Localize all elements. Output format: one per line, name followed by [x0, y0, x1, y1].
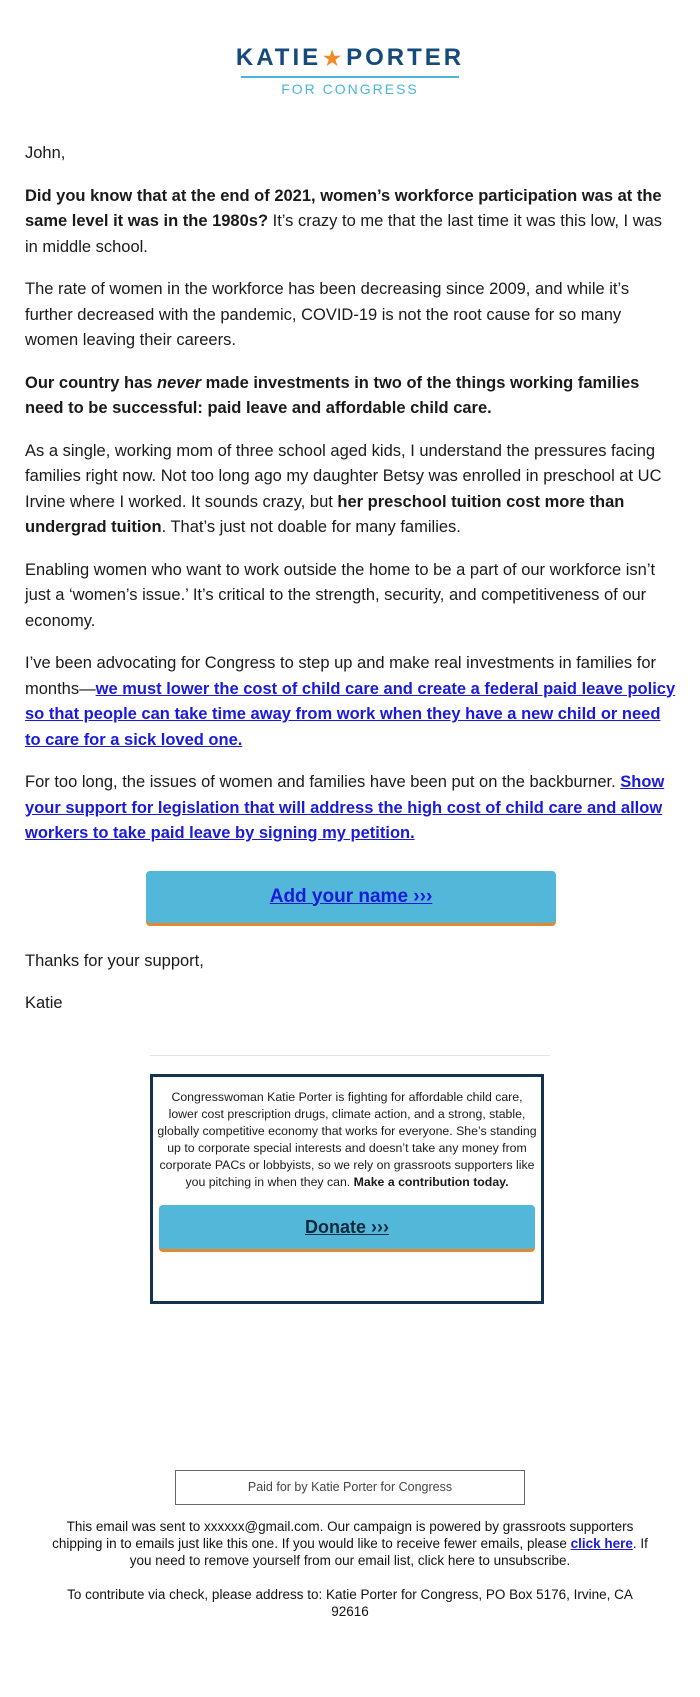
logo-subtitle: FOR CONGRESS: [281, 81, 419, 97]
donate-button[interactable]: Donate ›››: [159, 1205, 535, 1249]
donate-text: Congresswoman Katie Porter is fighting for affordable child care, lower cost prescription drugs, climate action, and a strong, stable, globally competitive economy that works for everyone. She’s standing up to corporate special interests and doesn’t take any money from corporate PACs or lobbyists, so we rely on grassroots supporters like you pitching in when they can. Make a contribution today.: [157, 1090, 537, 1189]
paid-for-disclaimer: Paid for by Katie Porter for Congress: [175, 1470, 525, 1505]
paragraph-2: The rate of women in the workforce has been decreasing since 2009, and while it’s further decreased with the pandemic, COVID-19 is not the root cause for so many women leaving their careers.: [25, 280, 630, 349]
logo-divider: [241, 76, 459, 78]
footer-notice: This email was sent to xxxxxx@gmail.com. Our campaign is powered by grassroots supporters chipping in to emails just like this one. If you would like to receive fewer emails, please click here. If you need to remove yourself from our email list, click here to unsubscribe.: [52, 1519, 648, 1568]
paragraph-7: For too long, the issues of women and families have been put on the backburner. Show your support for legislation that will address the high cost of child care and allow workers to take paid leave by signing my petition.: [25, 773, 665, 842]
signature: Katie: [25, 994, 63, 1012]
donate-box: [150, 1074, 544, 1304]
fewer-emails-link[interactable]: click here: [570, 1536, 633, 1551]
paragraph-4: As a single, working mom of three school aged kids, I understand the pressures facing families right now. Not too long ago my daughter Betsy was enrolled in preschool at UC Irvine where I worked. It sounds crazy, but her preschool tuition cost more than undergrad tuition. That’s just not doable for many families.: [25, 441, 662, 536]
star-icon: ★: [323, 48, 345, 70]
logo-last-name: PORTER: [346, 44, 465, 71]
mailing-address: To contribute via check, please address to: Katie Porter for Congress, PO Box 5176, Irvine, CA 92616: [67, 1587, 633, 1619]
footer: [50, 1518, 650, 1637]
paragraph-5: Enabling women who want to work outside the home to be a part of our workforce isn’t just a ‘women’s issue.’ It’s critical to the strength, security, and competitiveness of our economy.: [25, 560, 656, 630]
campaign-logo: [0, 0, 700, 97]
paragraph-1: Did you know that at the end of 2021, women’s workforce participation was at the same level it was in the 1980s? It’s crazy to me that the last time it was this low, I was in middle school.: [25, 186, 663, 256]
logo-first-name: KATIE: [235, 44, 322, 71]
paragraph-3: Our country has never made investments in two of the things working families need to be successful: paid leave and affordable child care.: [25, 373, 640, 417]
email-body: [25, 141, 677, 1034]
add-your-name-button[interactable]: Add your name ›››: [146, 871, 556, 923]
greeting: John,: [25, 144, 66, 162]
petition-link[interactable]: Show your support for legislation that will address the high cost of child care and allow workers to take paid leave by signing my petition.: [25, 773, 665, 842]
closing-line: Thanks for your support,: [25, 951, 204, 970]
section-divider: [150, 1055, 550, 1056]
policy-link[interactable]: we must lower the cost of child care and create a federal paid leave policy so that people can take time away from work when they have a new child or need to care for a sick loved one.: [25, 679, 676, 749]
paragraph-6: I’ve been advocating for Congress to step up and make real investments in families for months—we must lower the cost of child care and create a federal paid leave policy so that people can take time away from work when they have a new child or need to care for a sick loved one.: [25, 654, 676, 749]
